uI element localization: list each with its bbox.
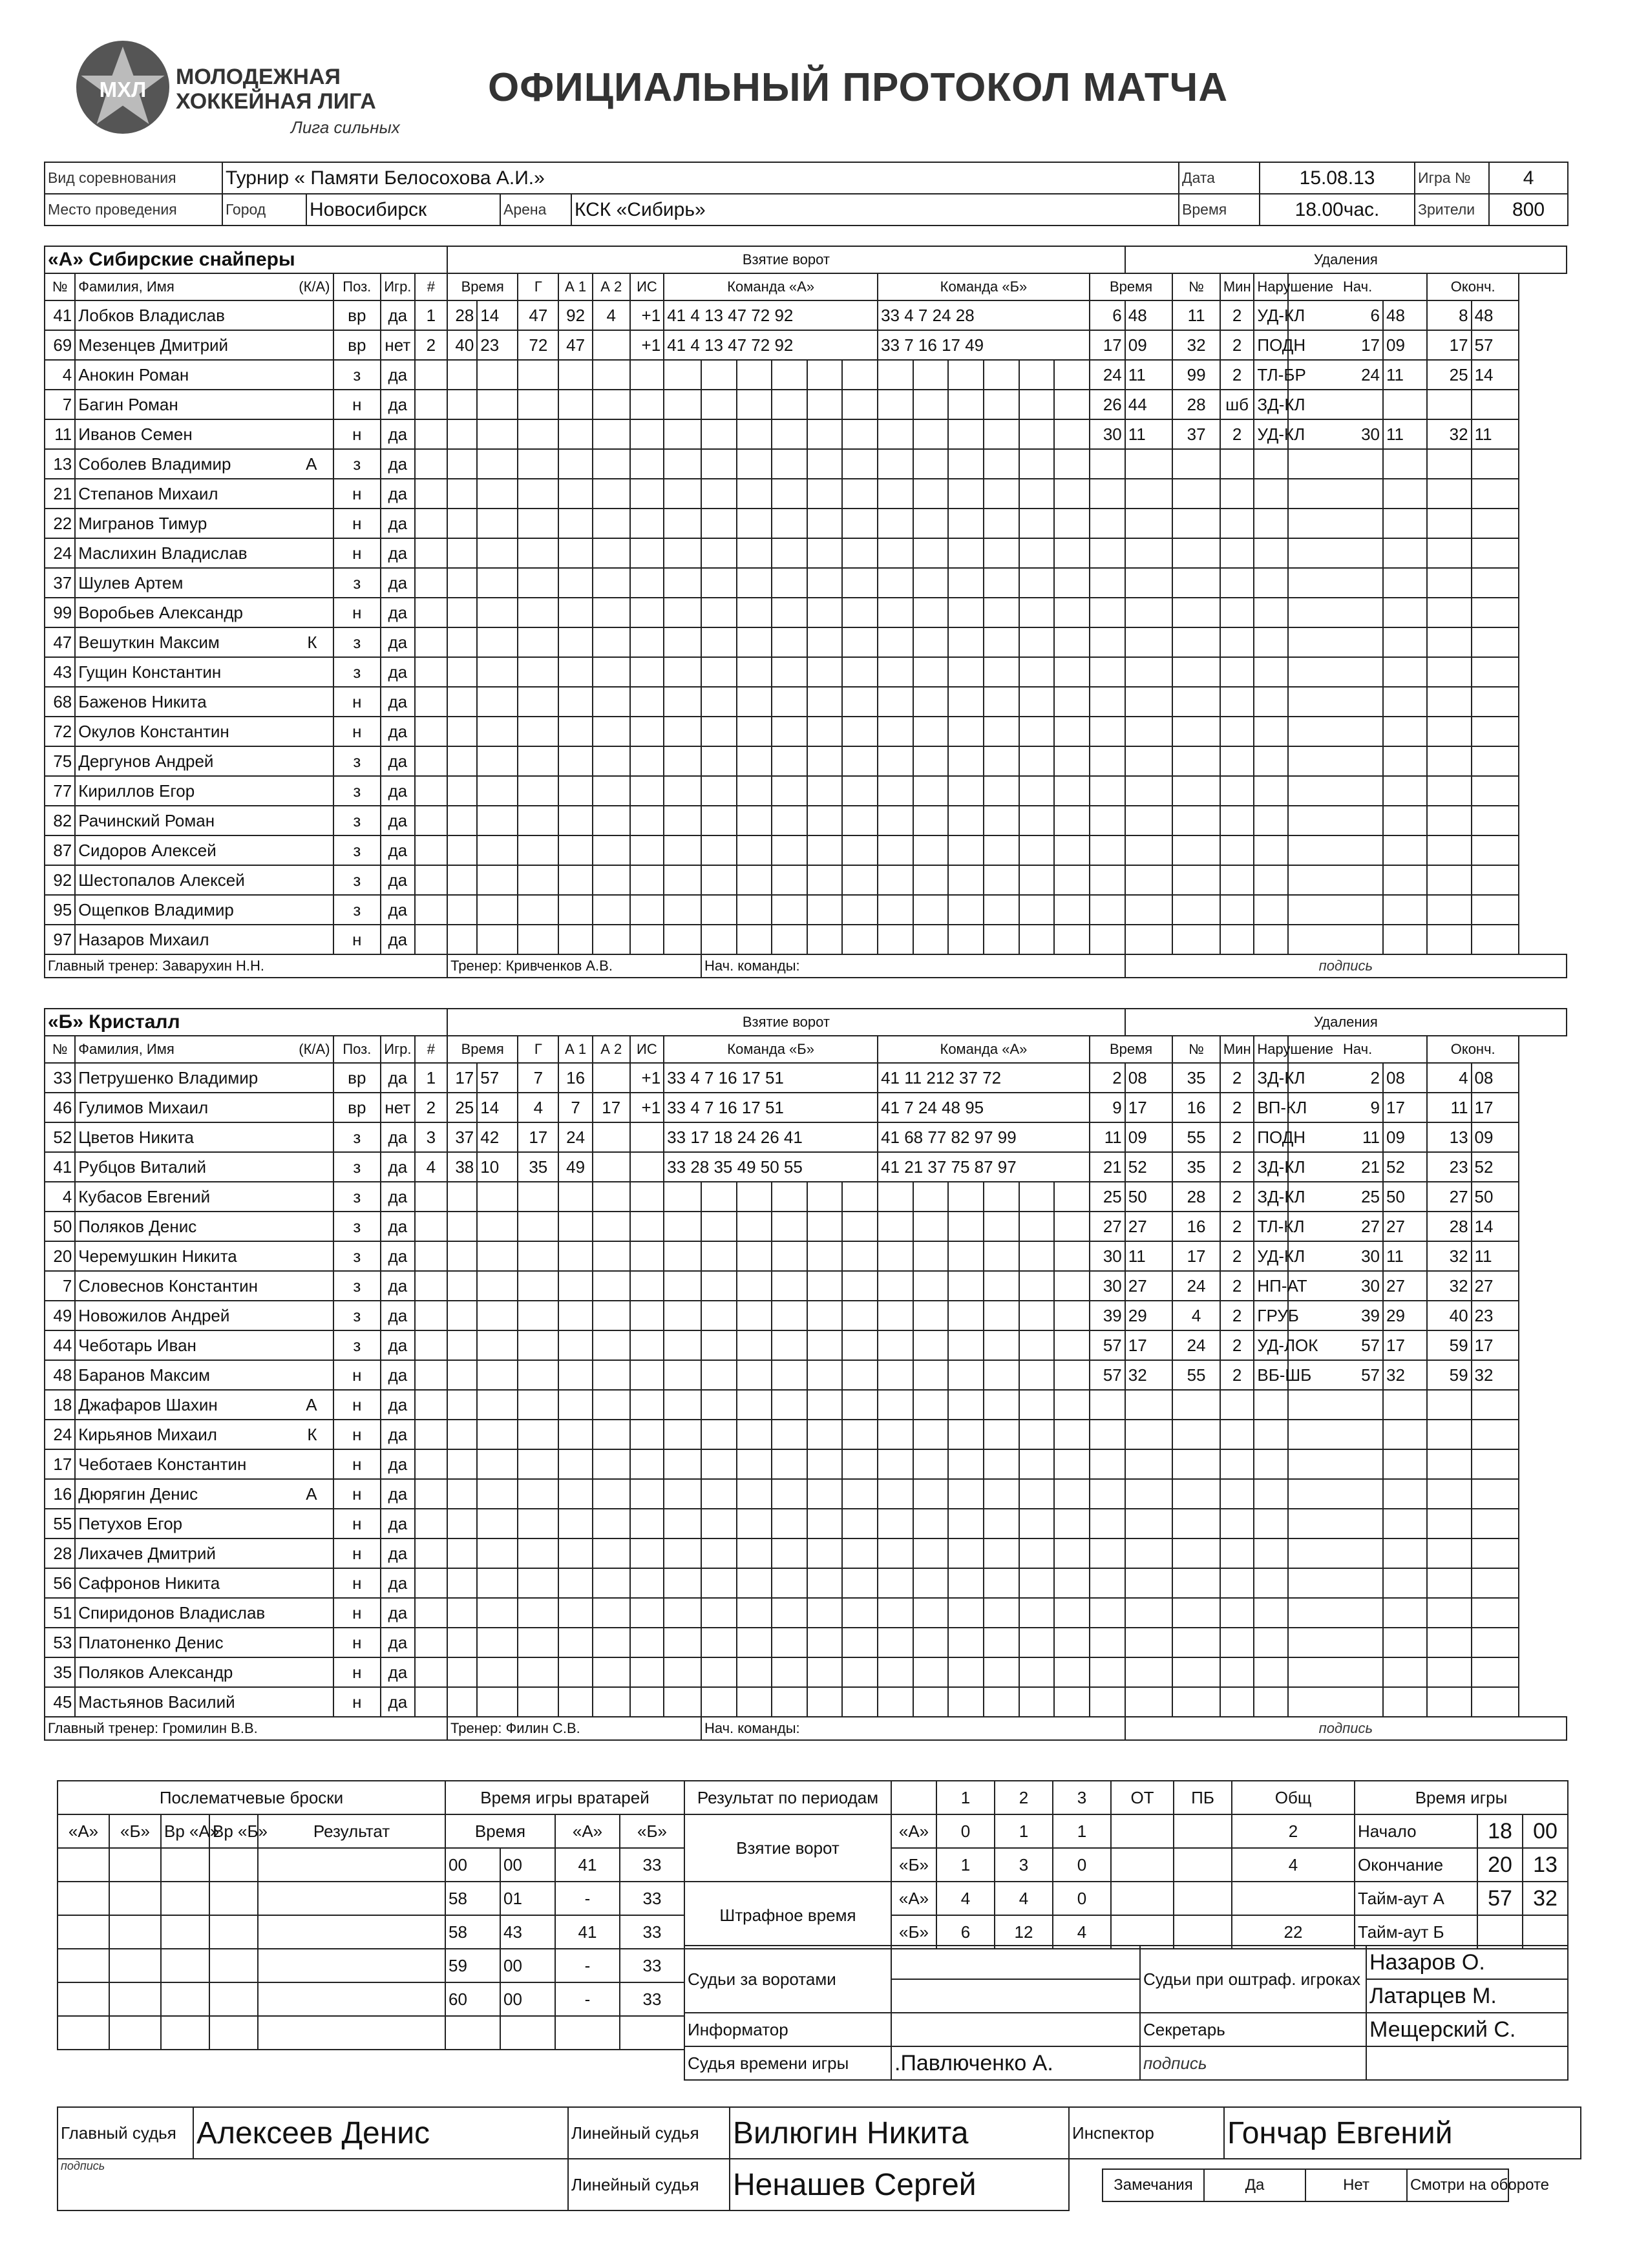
player-row: 17 Чеботаев Константин н да <box>45 1449 1567 1479</box>
player-row: 55 Петухов Егор н да <box>45 1509 1567 1538</box>
player-row: 18 Джафаров Шахин А н да <box>45 1390 1567 1420</box>
player-row: 33 Петрушенко Владимир вр да 1 17 57 7 16 +1 33 4 7 16 17 51 41 11 212 37 72 2 08 35 2 ЗД-КЛ 2 08 4 08 <box>45 1063 1567 1093</box>
player-row: 95 Ощепков Владимир з да <box>45 895 1567 925</box>
remarks-table: Замечания Да Нет Смотри на обороте <box>1102 2168 1509 2202</box>
player-row: 97 Назаров Михаил н да <box>45 925 1567 954</box>
player-row: 21 Степанов Михаил н да <box>45 479 1567 509</box>
league-logo <box>74 39 171 136</box>
player-row: 4 Анокин Роман з да 24 11 99 2 ТЛ-БР 24 11 25 14 <box>45 360 1567 390</box>
player-row: 7 Багин Роман н да 26 44 28 шб ЗД-КЛ <box>45 390 1567 419</box>
match-info-table: Вид соревнования Турнир « Памяти Белосохова А.И.» Дата 15.08.13 Игра № 4 Место проведения Город Новосибирск Арена КСК «Сибирь» Время 18.00час. Зрители 800 <box>44 162 1569 226</box>
main-referee: Алексеев Денис <box>193 2107 568 2159</box>
period-results-table: Результат по периодам 1 2 3 ОТ ПБ Общ Взятие ворот «А» 0 1 1 2 «Б» 1 3 0 4 Штрафное время «А» 4 4 0 «Б» 6 12 4 22 <box>684 1780 1355 1949</box>
player-row: 53 Платоненко Денис н да <box>45 1628 1567 1657</box>
player-row: 41 Рубцов Виталий з да 4 38 10 35 49 33 28 35 49 50 55 41 21 37 75 87 97 21 52 35 2 ЗД-КЛ 21 52 23 52 <box>45 1152 1567 1182</box>
player-row: 75 Дергунов Андрей з да <box>45 746 1567 776</box>
head-coach: Громилин В.В. <box>162 1720 258 1736</box>
player-row: 41 Лобков Владислав вр да 1 28 14 47 92 4 +1 41 4 13 47 72 92 33 4 7 24 28 6 48 11 2 УД-КЛ 6 48 8 48 <box>45 300 1567 330</box>
goalie-time-table: Время игры вратарей Время «А» «Б» 00 00 41 33 58 01 - 33 58 43 41 33 59 00 - 33 60 00 - 33 <box>445 1780 685 2050</box>
player-row: 28 Лихачев Дмитрий н да <box>45 1538 1567 1568</box>
player-row: 20 Черемушкин Никита з да 30 11 17 2 УД-КЛ 30 11 32 11 <box>45 1241 1567 1271</box>
linesman-2: Ненашев Сергей <box>730 2159 1069 2210</box>
player-row: 43 Гущин Константин з да <box>45 657 1567 687</box>
player-row: 72 Окулов Константин н да <box>45 717 1567 746</box>
player-row: 68 Баженов Никита н да <box>45 687 1567 717</box>
linesman-1: Вилюгин Никита <box>730 2107 1069 2159</box>
game-number: 4 <box>1489 162 1568 194</box>
team-a-table: «А» Сибирские снайперы Взятие ворот Удаления № Фамилия, Имя (К/А) Поз. Игр. # Время Г А 1 А 2 ИС Команда «А» Команда «Б» Время № Мин Нарушение Нач. Оконч. 41 Лобков Владислав вр да 1 28 14 47 92 4 +1 41 4 13 47 72 92 33 4 7 24 28 6 48 11 2 УД-КЛ 6 48 8 48 69 Мезенцев Дмитрий вр нет 2 40 23 72 47 +1 41 4 13 47 72 92 33 7 16 17 49 17 09 32 2 ПОДН 17 09 17 57 4 Анокин Роман з да 24 11 99 2 ТЛ-БР 24 11 25 14 7 Багин Роман н да 26 44 28 шб ЗД-КЛ 11 Иванов Семен н да 30 11 37 2 УД-КЛ 30 11 32 11 13 Соболев Владимир А з да 21 Степанов Михаил н да 22 Мигранов Тимур н да 24 Маслихин Владислав н да 37 Шулев Артем з да 99 Воробьев Александр н да 47 Вешуткин Максим К з да 43 Гущин Константин з да 68 Баженов Никита н да 72 Окулов Константин н да 75 Дергунов Андрей з да 77 Кириллов Егор з да 82 Рачинский Роман з да 87 Сидоров Алексей з да 92 Шестопалов Алексей з да 95 Ощепков Владимир з да 97 Назаров Михаил н да Главный тренер: Заварухин Н.Н. Тренер: Кривченков А.В. Нач. команды: подпись <box>44 246 1567 978</box>
player-row: 99 Воробьев Александр н да <box>45 598 1567 627</box>
player-row: 52 Цветов Никита з да 3 37 42 17 24 33 17 18 24 26 41 41 68 77 82 97 99 11 09 55 2 ПОДН 11 09 13 09 <box>45 1122 1567 1152</box>
arena: КСК «Сибирь» <box>571 194 1179 226</box>
city: Новосибирск <box>306 194 500 226</box>
player-row: 45 Мастьянов Василий н да <box>45 1687 1567 1717</box>
player-row: 46 Гулимов Михаил вр нет 2 25 14 4 7 17 +1 33 4 7 16 17 51 41 7 24 48 95 9 17 16 2 ВП-КЛ 9 17 11 17 <box>45 1093 1567 1122</box>
competition: Турнир « Памяти Белосохова А.И.» <box>222 162 1179 194</box>
inspector: Гончар Евгений <box>1224 2107 1581 2159</box>
player-row: 87 Сидоров Алексей з да <box>45 835 1567 865</box>
total-goals-b: 4 <box>1232 1848 1355 1882</box>
player-row: 22 Мигранов Тимур н да <box>45 509 1567 538</box>
player-row: 49 Новожилов Андрей з да 39 29 4 2 ГРУБ 39 29 40 23 <box>45 1301 1567 1330</box>
league-name: МОЛОДЕЖНАЯ ХОККЕЙНАЯ ЛИГА <box>176 65 376 114</box>
player-row: 11 Иванов Семен н да 30 11 37 2 УД-КЛ 30 11 32 11 <box>45 419 1567 449</box>
game-time-table: Время игры Начало 18 00 Окончание 20 13 Тайм-аут А 57 32 Тайм-аут Б <box>1354 1780 1569 1949</box>
player-row: 35 Поляков Александр н да <box>45 1657 1567 1687</box>
shootout-table: Послематчевые броски «А» «Б» Вр «А» Вр «Б» Результат <box>57 1780 446 2050</box>
player-row: 13 Соболев Владимир А з да <box>45 449 1567 479</box>
player-row: 56 Сафронов Никита н да <box>45 1568 1567 1598</box>
player-row: 82 Рачинский Роман з да <box>45 806 1567 835</box>
player-row: 44 Чеботарь Иван з да 57 17 24 2 УД-ЛОК 57 17 59 17 <box>45 1330 1567 1360</box>
coach: Кривченков А.В. <box>505 958 613 974</box>
player-row: 24 Маслихин Владислав н да <box>45 538 1567 568</box>
team-title: «Б» Кристалл <box>45 1009 447 1036</box>
player-row: 16 Дюрягин Денис А н да <box>45 1479 1567 1509</box>
player-row: 77 Кириллов Егор з да <box>45 776 1567 806</box>
player-row: 69 Мезенцев Дмитрий вр нет 2 40 23 72 47 +1 41 4 13 47 72 92 33 7 16 17 49 17 09 32 2 ПОДН 17 09 17 57 <box>45 330 1567 360</box>
match-date: 15.08.13 <box>1260 162 1415 194</box>
team-b-table: «Б» Кристалл Взятие ворот Удаления № Фамилия, Имя (К/А) Поз. Игр. # Время Г А 1 А 2 ИС Команда «Б» Команда «А» Время № Мин Нарушение Нач. Оконч. 33 Петрушенко Владимир вр да 1 17 57 7 16 +1 33 4 7 16 17 51 41 11 212 37 72 2 08 35 2 ЗД-КЛ 2 08 4 08 46 Гулимов Михаил вр нет 2 25 14 4 7 17 +1 33 4 7 16 17 51 41 7 24 48 95 9 17 16 2 ВП-КЛ 9 17 11 17 52 Цветов Никита з да 3 37 42 17 24 33 17 18 24 26 41 41 68 77 82 97 99 11 09 55 2 ПОДН 11 09 13 09 41 Рубцов Виталий з да 4 38 10 35 49 33 28 35 49 50 55 41 21 37 75 87 97 21 52 35 2 ЗД-КЛ 21 52 23 52 4 Кубасов Евгений з да 25 50 28 2 ЗД-КЛ 25 50 27 50 50 Поляков Денис з да 27 27 16 2 ТЛ-КЛ 27 27 28 14 20 Черемушкин Никита з да 30 11 17 2 УД-КЛ 30 11 32 11 7 Словеснов Константин з да 30 27 24 2 НП-АТ 30 27 32 27 49 Новожилов Андрей з да 39 29 4 2 ГРУБ 39 29 40 23 44 Чеботарь Иван з да 57 17 24 2 УД-ЛОК 57 17 59 17 48 Баранов Максим н да 57 32 55 2 ВБ-ШБ 57 32 59 32 18 Джафаров Шахин А н да 24 Кирьянов Михаил К н да 17 Чеботаев Константин н да 16 Дюрягин Денис А н да 55 Петухов Егор н да 28 Лихачев Дмитрий н да 56 Сафронов Никита н да 51 Спиридонов Владислав н да 53 Платоненко Денис н да 35 Поляков Александр н да 45 Мастьянов Василий н да Главный тренер: Громилин В.В. Тренер: Филин С.В. Нач. команды: подпись <box>44 1008 1567 1741</box>
coach: Филин С.В. <box>505 1720 580 1736</box>
player-row: 48 Баранов Максим н да 57 32 55 2 ВБ-ШБ 57 32 59 32 <box>45 1360 1567 1390</box>
spectators: 800 <box>1489 194 1568 226</box>
player-row: 24 Кирьянов Михаил К н да <box>45 1420 1567 1449</box>
team-title: «А» Сибирские снайперы <box>45 246 447 273</box>
player-row: 51 Спиридонов Владислав н да <box>45 1598 1567 1628</box>
total-pim: 22 <box>1232 1915 1355 1949</box>
total-goals-a: 2 <box>1232 1814 1355 1848</box>
head-coach: Заварухин Н.Н. <box>162 958 264 974</box>
player-row: 92 Шестопалов Алексей з да <box>45 865 1567 895</box>
player-row: 47 Вешуткин Максим К з да <box>45 627 1567 657</box>
officials-table: Судьи за воротами Судьи при оштраф. игроках Назаров О. Латарцев М. Информатор Секретарь Мещерский С. Судья времени игры .Павлюченко А. подпись <box>684 1945 1569 2081</box>
league-slogan: Лига сильных <box>291 118 400 137</box>
match-time: 18.00час. <box>1260 194 1415 226</box>
referees-table: Главный судья Алексеев Денис Линейный судья Вилюгин Никита Инспектор Гончар Евгений подпись Линейный судья Ненашев Сергей Замечания Да Нет Смотри на обороте <box>57 2106 1581 2211</box>
player-row: 7 Словеснов Константин з да 30 27 24 2 НП-АТ 30 27 32 27 <box>45 1271 1567 1301</box>
player-row: 37 Шулев Артем з да <box>45 568 1567 598</box>
player-row: 50 Поляков Денис з да 27 27 16 2 ТЛ-КЛ 27 27 28 14 <box>45 1212 1567 1241</box>
document-title: ОФИЦИАЛЬНЫЙ ПРОТОКОЛ МАТЧА <box>488 65 1229 110</box>
svg-text:МХЛ: МХЛ <box>99 78 147 101</box>
player-row: 4 Кубасов Евгений з да 25 50 28 2 ЗД-КЛ 25 50 27 50 <box>45 1182 1567 1212</box>
